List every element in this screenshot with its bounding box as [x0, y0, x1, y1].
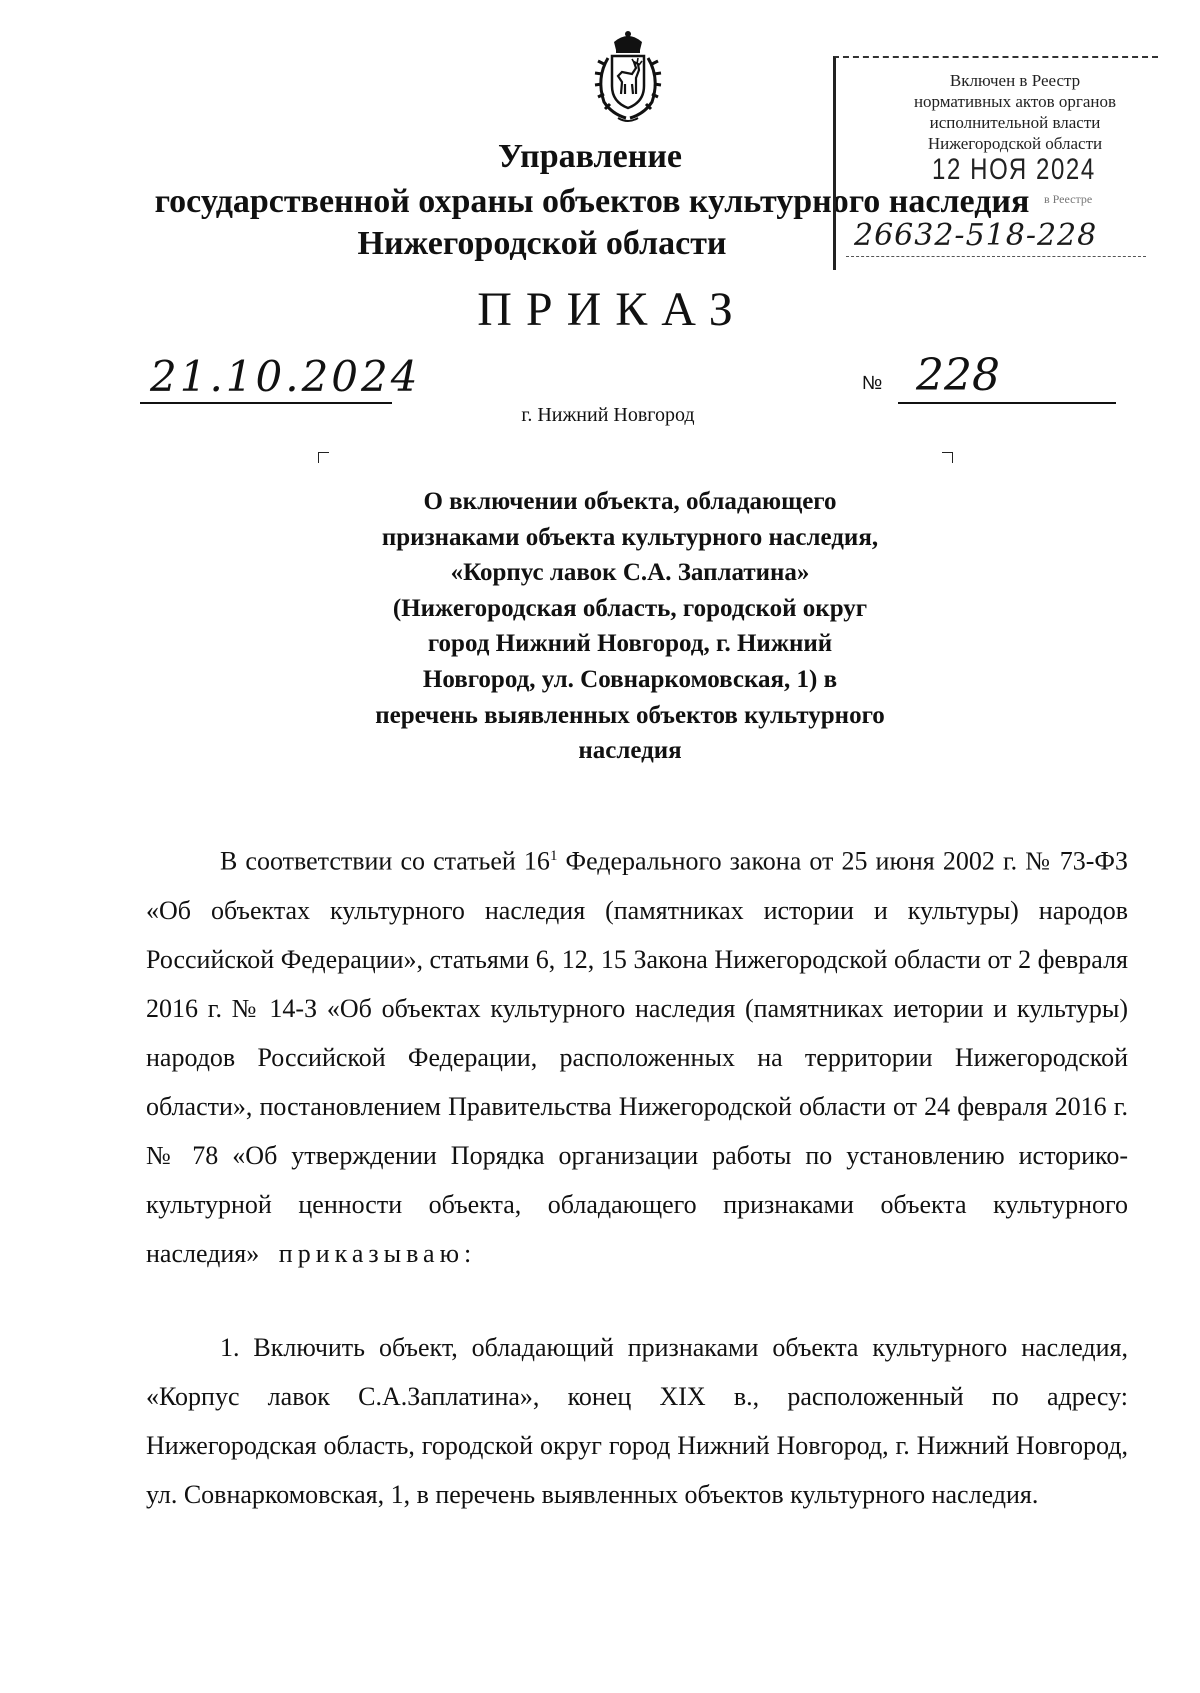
clause-1-text: 1. Включить объект, обладающий признаками объекта культурного наследия, «Корпус лавок С.А.Заплатина», конец XIX в., расположенный по адресу: Нижегородская область, городской округ город Нижний Новгород, г. Нижний Новгород, ул. Совнаркомовская, 1, в перечень выявленных объектов культурного наследия. [146, 1333, 1128, 1509]
preamble-text-start: В соответствии со статьей 16 [220, 846, 550, 876]
document-title [300, 484, 960, 769]
stamp-registry-number: 26632-518-228 [854, 218, 1098, 253]
handwritten-date: 21.10.2024 [150, 352, 421, 401]
title-corner-mark-left [318, 452, 329, 463]
title-line: город Нижний Новгород, г. Нижний [427, 630, 833, 658]
title-line: Новгород, ул. Совнаркомовская, 1) в [422, 665, 838, 693]
stamp-line-4: Нижегородской области [927, 134, 1103, 153]
city-line: г. Нижний Новгород [521, 404, 695, 426]
title-line: О включении объекта, обладающего [423, 488, 837, 515]
document-type: ПРИКАЗ [477, 283, 747, 336]
stamp-line-3: исполнительной власти [929, 113, 1101, 132]
clause-1-paragraph [146, 1323, 1128, 1519]
title-line: признаками объекта культурного наследия, [381, 523, 879, 551]
preamble-text: Федерального закона от 25 июня 2002 г. № 73-ФЗ «Об объектах культурного наследия (памятниках истории и культуры) народов Российской Федерации», статьями 6, 12, 15 Закона Нижегородской области от 2 февраля 2016 г. № 14-З «Об объектах культурного наследия (памятниках иетории и культуры) народов Российской Федерации, расположенных на территории Нижегородской области», постановлением Правительства Нижегородской области от 24 февраля 2016 г. № 78 «Об утверждении Порядка организации работы по установлению историко-культурной ценности объекта, обладающего признаками объекта культурного наследия» [146, 846, 1128, 1268]
stamp-line-1: Включен в Реестр [949, 71, 1081, 90]
title-line: «Корпус лавок С.А. Заплатина» [450, 559, 810, 587]
title-line: перечень выявленных объектов культурного [375, 701, 885, 729]
handwritten-number: 228 [916, 350, 1000, 401]
stamp-underline [846, 256, 1146, 257]
title-corner-mark-right [942, 452, 953, 463]
registry-stamp [833, 56, 1158, 270]
title-line: (Нижегородская область, городской округ [392, 594, 868, 622]
article-superscript: 1 [549, 848, 558, 864]
title-line: наследия [578, 737, 682, 765]
org-name-line-2: государственной охраны объектов культурного наследия [154, 183, 1030, 220]
nizhny-novgorod-coat-of-arms-icon [578, 28, 678, 128]
order-word: приказываю: [278, 1238, 477, 1268]
stamp-date: 12 НОЯ 2024 [932, 153, 1096, 186]
preamble-paragraph [146, 832, 1128, 1278]
org-name-line-3: Нижегородской области [357, 225, 727, 262]
number-label: № [862, 373, 883, 394]
stamp-faint-text: в Реестре [1044, 192, 1093, 206]
org-name-line-1: Управление [497, 138, 682, 175]
stamp-line-2: нормативных актов органов [913, 92, 1117, 111]
